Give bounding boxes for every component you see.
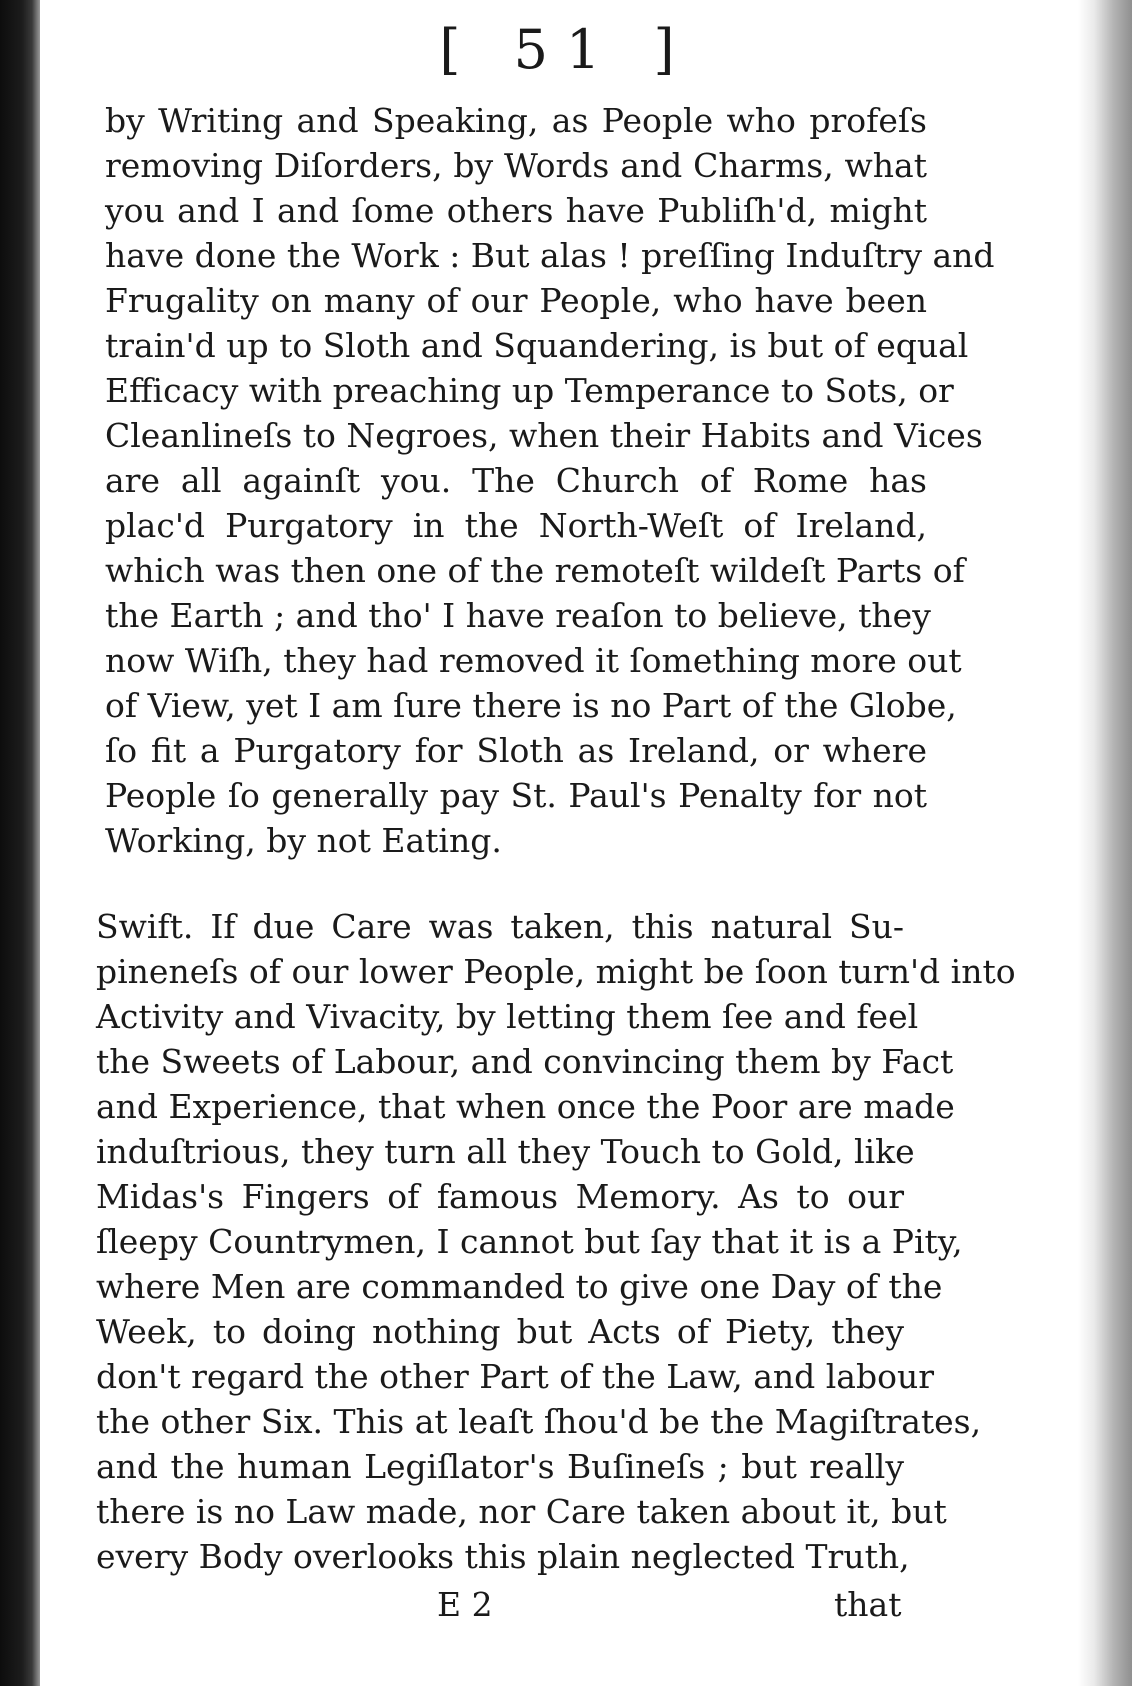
paragraph-2 [96,904,1016,1579]
text-line: now Wiſh, they had removed it ſomething more out [105,641,962,680]
printer-signature: E 2 [437,1585,493,1624]
text-line: by Writing and Speaking, as People who profeſs [105,101,927,140]
text-line: Working, by not Eating. [105,821,502,860]
text-line: Swift. If due Care was taken, this natural Su- [96,907,904,946]
text-line: induſtrious, they turn all they Touch to Gold, like [96,1132,915,1171]
text-line: Week, to doing nothing but Acts of Piety, they [96,1312,904,1351]
page-edge-shadow [1078,0,1132,1686]
text-line: pineneſs of our lower People, might be ſoon turn'd into [96,952,1016,991]
paragraph-1 [105,98,995,863]
text-line: Activity and Vivacity, by letting them ſee and feel [96,997,919,1036]
text-line: the Earth ; and tho' I have reaſon to believe, they [105,596,931,635]
page-number: [ 51 ] [439,18,693,81]
text-line: you and I and ſome others have Publiſh'd, might [105,191,927,230]
text-line: train'd up to Sloth and Squandering, is but of equal [105,326,969,365]
text-line: plac'd Purgatory in the North-Weſt of Ireland, [105,506,927,545]
catchword: that [834,1585,902,1624]
text-line: Cleanlineſs to Negroes, when their Habits and Vices [105,416,983,455]
text-line: there is no Law made, nor Care taken about it, but [96,1492,947,1531]
text-line: and Experience, that when once the Poor are made [96,1087,955,1126]
text-line: don't regard the other Part of the Law, and labour [96,1357,934,1396]
text-line: and the human Legiſlator's Buſineſs ; but really [96,1447,904,1486]
text-line: Efficacy with preaching up Temperance to Sots, or [105,371,954,410]
text-line: ſleepy Countrymen, I cannot but ſay that it is a Pity, [96,1222,963,1261]
text-line: have done the Work : But alas ! preſſing Induſtry and [105,236,995,275]
text-line: Frugality on many of our People, who have been [105,281,927,320]
book-spine-shadow [0,0,40,1686]
text-line: Midas's Fingers of famous Memory. As to our [96,1177,904,1216]
text-line: of View, yet I am ſure there is no Part of the Globe, [105,686,957,725]
text-line: People ſo generally pay St. Paul's Penalty for not [105,776,927,815]
text-line: where Men are commanded to give one Day of the [96,1267,943,1306]
text-line: the other Six. This at leaſt ſhou'd be the Magiſtrates, [96,1402,982,1441]
text-line: the Sweets of Labour, and convincing them by Fact [96,1042,954,1081]
text-line: every Body overlooks this plain neglected Truth, [96,1537,910,1576]
text-line: removing Diſorders, by Words and Charms, what [105,146,927,185]
text-line: are all againſt you. The Church of Rome has [105,461,927,500]
text-line: ſo fit a Purgatory for Sloth as Ireland, or where [105,731,927,770]
text-line: which was then one of the remoteſt wildeſt Parts of [105,551,965,590]
